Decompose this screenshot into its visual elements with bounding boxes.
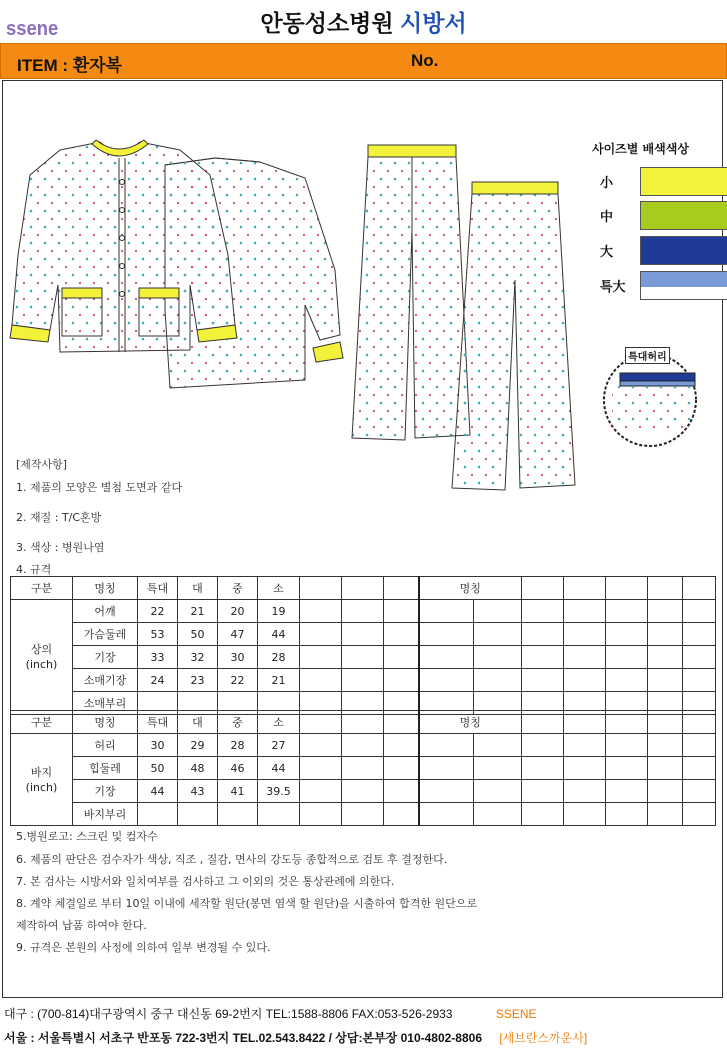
document-title bbox=[0, 5, 727, 38]
header-cell: 소 bbox=[258, 711, 300, 734]
value-cell: 21 bbox=[178, 600, 218, 623]
header-cell: 구분 bbox=[11, 711, 73, 734]
note-item: 4. 규격 bbox=[16, 563, 52, 576]
note-item: 7. 본 검사는 시방서와 일치여부를 검사하고 그 이외의 것은 통상관례에 의한다. bbox=[16, 875, 395, 888]
value-cell: 47 bbox=[218, 623, 258, 646]
note-item: 2. 재질 : T/C혼방 bbox=[16, 511, 102, 524]
table-row bbox=[11, 780, 716, 803]
swatch-label: 小 bbox=[600, 176, 614, 191]
header-cell: 명칭 bbox=[419, 577, 522, 600]
note-item: 3. 색상 : 병원나염 bbox=[16, 541, 105, 554]
row-name: 소매기장 bbox=[73, 669, 138, 692]
value-cell: 33 bbox=[138, 646, 178, 669]
pants-size-table bbox=[10, 710, 716, 826]
waist-detail-label: 특대허리 bbox=[625, 347, 670, 364]
value-cell: 27 bbox=[258, 734, 300, 757]
ssene-logo: ssene bbox=[6, 18, 59, 40]
table-row bbox=[11, 757, 716, 780]
swatch-row-large bbox=[600, 236, 727, 265]
value-cell: 29 bbox=[178, 734, 218, 757]
group-label-line: (inch) bbox=[25, 780, 58, 794]
group-label-line: 상의 bbox=[30, 643, 53, 656]
header-cell: 명칭 bbox=[73, 577, 138, 600]
header-cell: 대 bbox=[178, 577, 218, 600]
header-cell: 특대 bbox=[138, 711, 178, 734]
group-label-line: (inch) bbox=[25, 658, 58, 671]
item-bar bbox=[0, 43, 727, 79]
footer-daegu-address bbox=[4, 1005, 537, 1022]
value-cell: 44 bbox=[258, 757, 300, 780]
pants-front-drawing bbox=[352, 145, 470, 440]
size-color-legend-title: 사이즈별 배색색상 bbox=[592, 142, 689, 156]
group-label bbox=[11, 734, 73, 826]
table-row bbox=[11, 803, 716, 826]
value-cell: 20 bbox=[218, 600, 258, 623]
row-name: 허리 bbox=[73, 734, 138, 757]
value-cell: 21 bbox=[258, 669, 300, 692]
value-cell: 50 bbox=[138, 757, 178, 780]
footer-brand: SSENE bbox=[495, 1007, 537, 1021]
note-item: 8. 계약 체결일로 부터 10일 이내에 세작할 원단(봉면 염색 할 원단)을 시출하여 합격한 원단으로 bbox=[16, 897, 478, 910]
footer-brand: [세브란스까운사] bbox=[499, 1031, 588, 1045]
swatch-row-medium bbox=[600, 201, 727, 230]
swatch-label: 大 bbox=[600, 245, 614, 260]
value-cell bbox=[178, 803, 218, 826]
swatch-light-blue bbox=[640, 271, 727, 300]
value-cell: 28 bbox=[258, 646, 300, 669]
swatch-label: 中 bbox=[600, 210, 614, 225]
swatch-yellow bbox=[640, 167, 727, 196]
top-size-table bbox=[10, 576, 716, 715]
row-name: 기장 bbox=[73, 780, 138, 803]
value-cell bbox=[218, 803, 258, 826]
pants-back-drawing bbox=[452, 182, 575, 490]
value-cell: 32 bbox=[178, 646, 218, 669]
row-name: 소매부리 bbox=[73, 692, 138, 715]
table-header-row bbox=[11, 577, 716, 600]
swatch-green bbox=[640, 201, 727, 230]
row-name: 바지부리 bbox=[73, 803, 138, 826]
table-row bbox=[11, 600, 716, 623]
table-row bbox=[11, 669, 716, 692]
value-cell: 44 bbox=[138, 780, 178, 803]
header-cell: 중 bbox=[218, 577, 258, 600]
note-item: 제작하여 납품 하여야 한다. bbox=[16, 919, 147, 932]
value-cell: 28 bbox=[218, 734, 258, 757]
header-cell: 소 bbox=[258, 577, 300, 600]
swatch-row-xlarge bbox=[600, 271, 727, 300]
value-cell bbox=[258, 803, 300, 826]
row-name: 가슴둘레 bbox=[73, 623, 138, 646]
swatch-label: 특大 bbox=[600, 280, 626, 295]
row-name: 어깨 bbox=[73, 600, 138, 623]
note-item: 6. 제품의 판단은 검수자가 색상, 직조 , 질감, 면사의 강도등 종합적으로 검토 후 결정한다. bbox=[16, 853, 448, 866]
title-main: 안동성소병원 bbox=[260, 10, 394, 36]
value-cell: 30 bbox=[138, 734, 178, 757]
note-item: 9. 규격은 본원의 사정에 의하여 일부 변경될 수 있다. bbox=[16, 941, 271, 954]
row-name: 기장 bbox=[73, 646, 138, 669]
footer-seoul-address bbox=[4, 1029, 587, 1046]
value-cell: 24 bbox=[138, 669, 178, 692]
header-cell: 대 bbox=[178, 711, 218, 734]
header-cell: 명칭 bbox=[73, 711, 138, 734]
row-name: 힙둘레 bbox=[73, 757, 138, 780]
table-header-row bbox=[11, 711, 716, 734]
item-label: ITEM : 환자복 bbox=[17, 56, 122, 75]
value-cell: 50 bbox=[178, 623, 218, 646]
notes-heading: [제작사항] bbox=[16, 458, 68, 471]
note-item: 1. 제품의 모양은 별첨 도면과 같다 bbox=[16, 481, 183, 494]
value-cell: 39.5 bbox=[258, 780, 300, 803]
group-label-line: 바지 bbox=[30, 765, 53, 779]
header-cell: 명칭 bbox=[419, 711, 522, 734]
value-cell: 19 bbox=[258, 600, 300, 623]
footer-line: 서울 : 서울특별시 서초구 반포동 722-3번지 TEL.02.543.8422 / 상담:본부장 010-4802-8806 bbox=[4, 1031, 482, 1045]
group-label bbox=[11, 600, 73, 715]
value-cell: 23 bbox=[178, 669, 218, 692]
header-cell: 특대 bbox=[138, 577, 178, 600]
waist-detail-circle bbox=[604, 354, 696, 446]
value-cell: 43 bbox=[178, 780, 218, 803]
value-cell: 46 bbox=[218, 757, 258, 780]
value-cell: 48 bbox=[178, 757, 218, 780]
table-row bbox=[11, 646, 716, 669]
note-item: 5.병원로고: 스크린 및 컴자수 bbox=[16, 830, 158, 843]
value-cell bbox=[138, 803, 178, 826]
swatch-row-small bbox=[600, 167, 727, 196]
value-cell: 22 bbox=[138, 600, 178, 623]
number-label: No. bbox=[411, 51, 439, 70]
value-cell: 30 bbox=[218, 646, 258, 669]
value-cell: 22 bbox=[218, 669, 258, 692]
table-row bbox=[11, 734, 716, 757]
header-cell: 중 bbox=[218, 711, 258, 734]
header-cell: 구분 bbox=[11, 577, 73, 600]
value-cell: 44 bbox=[258, 623, 300, 646]
footer-line: 대구 : (700-814)대구광역시 중구 대신동 69-2번지 TEL:1588-8806 FAX:053-526-2933 bbox=[4, 1007, 453, 1021]
table-row bbox=[11, 623, 716, 646]
value-cell: 41 bbox=[218, 780, 258, 803]
value-cell: 53 bbox=[138, 623, 178, 646]
swatch-navy bbox=[640, 236, 727, 265]
title-accent: 시방서 bbox=[400, 10, 467, 36]
